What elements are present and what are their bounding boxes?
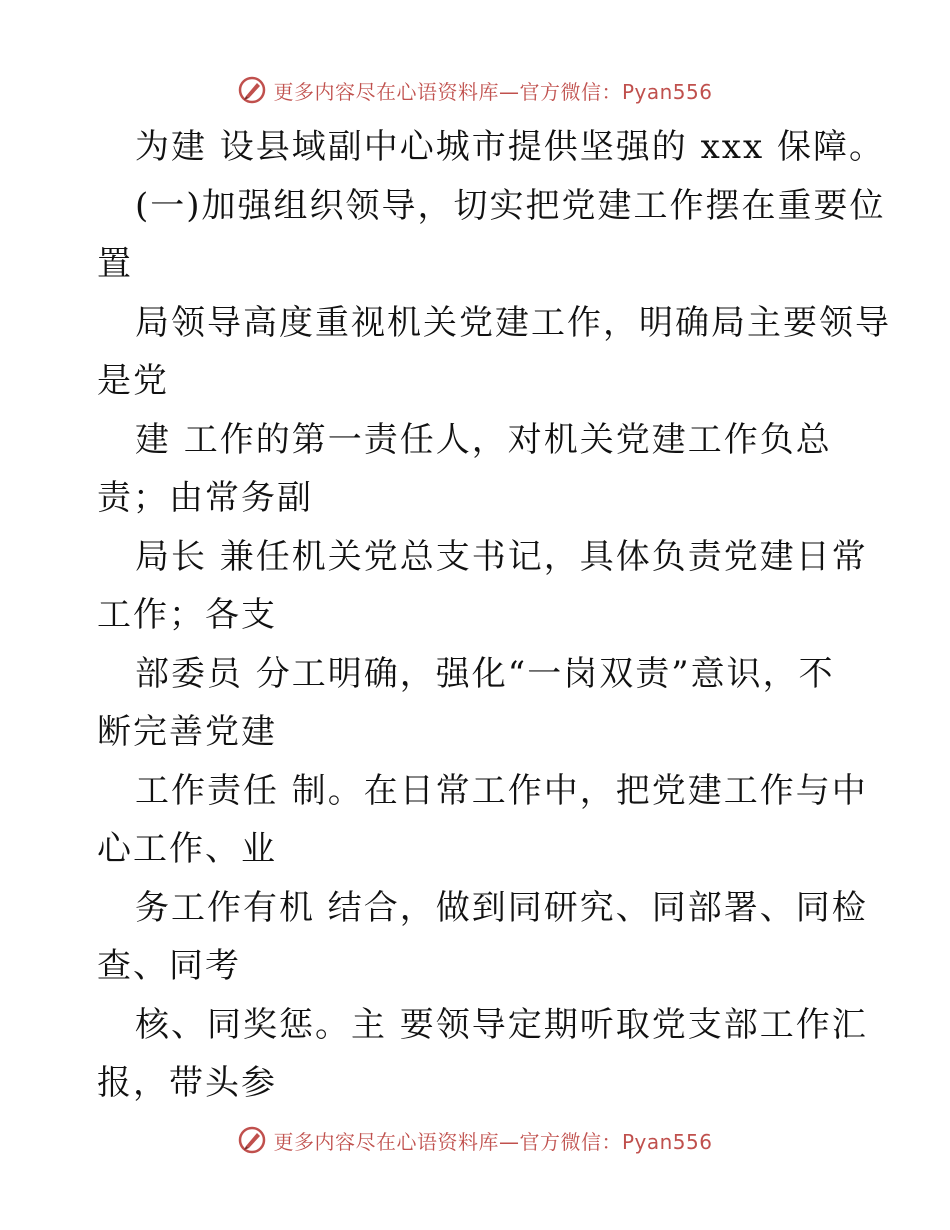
paragraph-line: 是党 (97, 361, 169, 401)
footer-banner-text (273, 1126, 712, 1155)
paragraph-line: 查、同考 (97, 946, 241, 986)
paragraph-line: 心工作、业 (97, 829, 277, 869)
paragraph-line: 为建 设县域副中心城市提供坚强的 xxx 保障。 (135, 127, 885, 167)
footer-dash: — (498, 1129, 520, 1154)
document-body (97, 118, 897, 1113)
paragraph-line: 报，带头参 (97, 1063, 277, 1103)
paragraph-line: 责；由常务副 (97, 478, 313, 518)
paragraph-line: 务工作有机 结合，做到同研究、同部署、同检 (135, 887, 868, 928)
footer-wechat-text: 官方微信：Pyan556 (519, 1129, 713, 1154)
paragraph-line: (一)加强组织领导，切实把党建工作摆在重要位 (135, 185, 886, 226)
pen-logo-icon (237, 75, 267, 105)
paragraph-line: 工作；各支 (97, 595, 277, 635)
header-brand-text: 更多内容尽在心语资料库 (273, 79, 499, 104)
paragraph-line: 局领导高度重视机关党建工作，明确局主要领导 (135, 302, 891, 343)
paragraph-line: 置 (97, 244, 133, 284)
paragraph-line: 建 工作的第一责任人，对机关党建工作负总 (135, 419, 832, 460)
header-banner (0, 70, 950, 110)
paragraph-line: 断完善党建 (97, 712, 277, 752)
header-dash: — (498, 79, 520, 104)
pen-logo-icon (237, 1125, 267, 1155)
paragraph-line: 核、同奖惩。主 要领导定期听取党支部工作汇 (135, 1004, 868, 1045)
header-wechat-text: 官方微信：Pyan556 (519, 79, 713, 104)
paragraph-line: 部委员 分工明确，强化“一岗双责”意识，不 (135, 653, 835, 694)
header-banner-text (273, 76, 712, 105)
footer-brand-text: 更多内容尽在心语资料库 (273, 1129, 499, 1154)
footer-banner (0, 1120, 950, 1160)
paragraph-line: 局长 兼任机关党总支书记，具体负责党建日常 (135, 536, 868, 577)
paragraph-line: 工作责任 制。在日常工作中，把党建工作与中 (135, 770, 868, 811)
